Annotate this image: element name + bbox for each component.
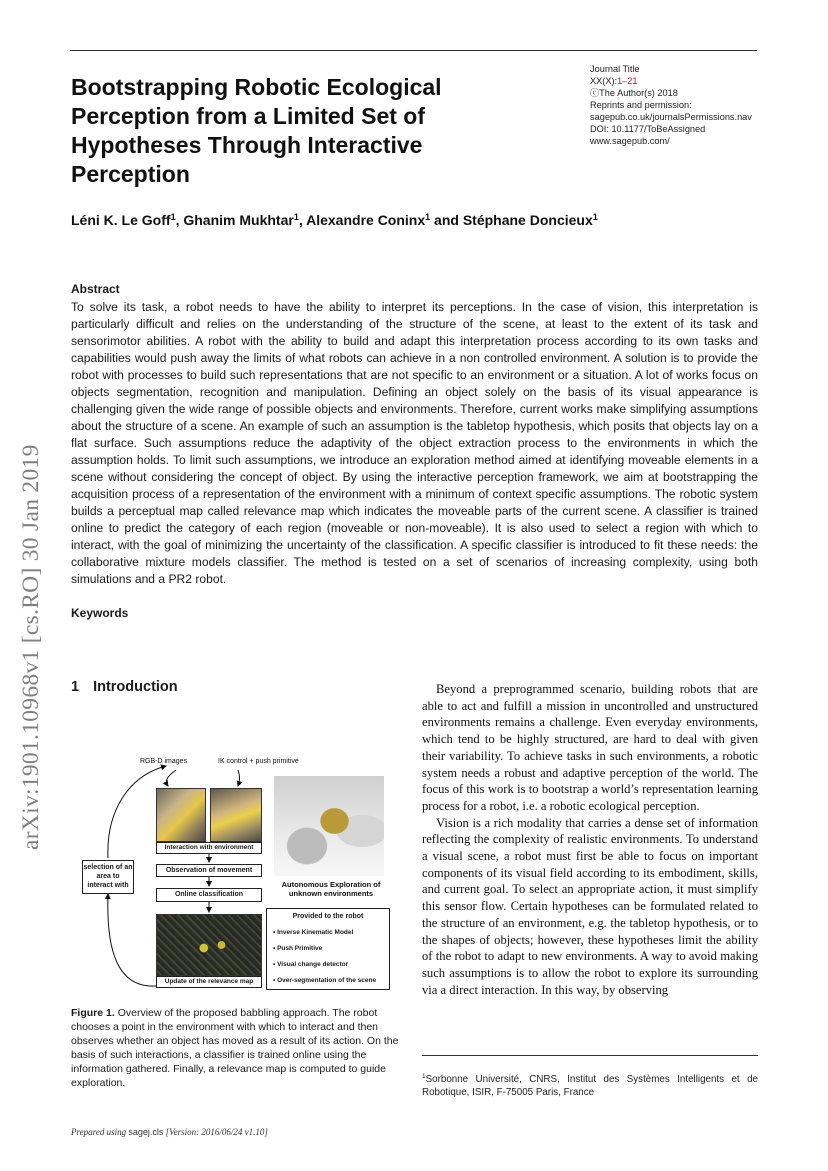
figure-caption (71, 1006, 399, 1090)
intro-paragraph: Vision is a rich modality that carries a dense set of information reflecting the complexity of realistic environments. To understand a visual scene, a robot must first be able to focus on important components of its visual field according to its embodiment, skills, and current goal. To select an appropriate action, it must simplify this sensor flow. Certain hypotheses can be formulated related to the structure of an environment, e.g. the tabletop hypothesis, or to the shapes of objects; however, these hypotheses limit the ability of the robot to adapt to new environments. A way to avoid making such assumptions is to allow the robot to explore its surrounding via a direct interaction. In this way, by observing (422, 815, 758, 997)
box-interaction-environment: Interaction with environment (156, 842, 262, 854)
box-observation-movement: Observation of movement (156, 864, 262, 877)
journal-reprints: Reprints and permission: (590, 100, 692, 110)
label-rgbd-images: RGB-D images (140, 758, 188, 765)
figure-overview (78, 752, 398, 994)
author-list: Léni K. Le Goff$^1$, Ghanim Mukhtar$^1$, Alexandre Coninx$^1$ and Stéphane Doncieux$^1$ (71, 212, 598, 228)
intro-paragraph: Beyond a preprogrammed scenario, building robots that are able to act and fulfill a mission in uncontrolled and unstructured environments remains a challenge. Even everyday environments, which tend to be highly structured, are hard to deal with given their variability. To achieve tasks in such environments, a robotic system needs a robust and adaptive perception of the world. The focus of this work is to bootstrap a world’s representation learning process for a robot, i.e. a robotic ecological perception. (422, 682, 758, 813)
author-name: Alexandre Coninx (306, 212, 426, 228)
provided-item: • Push Primitive (273, 945, 323, 952)
abstract-text: To solve its task, a robot needs to have the ability to interpret its perceptions. In the case of vision, this interpretation is particularly difficult and relies on the understanding of the structure of the scene, at least to the extent of its task and sensorimotor abilities. A robot with the ability to build and adapt this interpretation process according to its own tasks and capabilities would push away the limits of what robots can achieve in a non controlled environment. A solution is to provide the robot with processes to build such representations that are not specific to an environment or a situation. A lot of works focus on objects segmentation, recognition and manipulation. Defining an object solely on the basis of its visual appearance is challenging given the wide range of possible objects and environments. Therefore, current works make simplifying assumptions about the structure of a scene. An example of such an assumption is the tabletop hypothesis, which posits that objects lay on a flat surface. Such assumptions reduce the adaptivity of the object extraction process to the environments in which the assumption holds. To limit such assumptions, we introduce an exploration method aimed at identifying moveable elements in a scene without considering the concept of object. By using the interactive perception framework, we aim at bootstrapping the acquisition process of a representation of the environment with a minimum of context specific assumptions. The robotic system builds a perceptual map called relevance map which indicates the moveable parts of the current scene. A classifier is trained online to predict the category of each region (moveable or non-moveable). It is also used to select a region with which to interact, with the goal of minimizing the uncertainty of the classification. A specific classifier is introduced to fit these needs: the collaborative mixture models classifier. The method is tested on a set of scenarios of increasing complexity, using both simulations and a PR2 robot. (71, 300, 758, 586)
photo-relevance-map (156, 914, 262, 976)
intro-body (422, 681, 758, 998)
paper-title: Bootstrapping Robotic Ecological Perception from a Limited Set of Hypotheses Through Interactive Perception (71, 74, 442, 187)
header-rule (70, 50, 757, 51)
caption-label: Figure 1. (71, 1007, 115, 1019)
provided-title: Provided to the robot (292, 913, 364, 920)
section-heading: 1 Introduction (71, 679, 178, 695)
journal-name: Journal Title (590, 64, 640, 74)
page-footer: Prepared using sagej.cls [Version: 2016/06/24 v1.10] (71, 1127, 268, 1137)
abstract-heading: Abstract (71, 282, 120, 296)
box-online-classification: Online classification (156, 888, 262, 902)
journal-doi: DOI: 10.1177/ToBeAssigned (590, 124, 706, 134)
label-autonomous-exploration: Autonomous Exploration of unknown environments (281, 880, 381, 898)
author-name: Stéphane Doncieux (462, 212, 593, 228)
author-name: Léni K. Le Goff (71, 212, 171, 228)
footnote-rule (422, 1055, 758, 1056)
photo-interaction-left (156, 788, 206, 842)
journal-site: www.sagepub.com/ (590, 136, 670, 146)
box-selection-area: selection of an area to interact with (82, 860, 134, 894)
box-update-relevance-map: Update of the relevance map (156, 976, 262, 988)
caption-text: Overview of the proposed babbling approach. The robot chooses a point in the environment with which to interact and then observes whether an object has moved as a result of its action. On the basis of such interactions, a classifier is trained online using the information gathered. Finally, a relevance map is computed to guide exploration. (71, 1007, 399, 1089)
journal-pages-link[interactable]: 1–21 (617, 76, 638, 86)
label-ik-control: IK control + push primitive (218, 758, 299, 765)
provided-item: • Inverse Kinematic Model (273, 929, 354, 936)
photo-interaction-right (210, 788, 262, 842)
provided-item: • Visual change detector (273, 961, 349, 968)
provided-item: • Over-segmentation of the scene (273, 977, 377, 984)
journal-info (590, 63, 770, 147)
keywords-heading: Keywords (71, 606, 129, 620)
arxiv-stamp: arXiv:1901.10968v1 [cs.RO] 30 Jan 2019 (18, 444, 44, 850)
photo-pr2-robot (274, 776, 384, 876)
affiliation-footnote: $^1$Sorbonne Université, CNRS, Institut des Systèmes Intelligents et de Robotique, ISIR, F-75005 Paris, France (422, 1073, 758, 1098)
journal-permissions-url: sagepub.co.uk/journalsPermissions.nav (590, 112, 752, 122)
journal-copyright: ⓒThe Author(s) 2018 (590, 88, 678, 98)
journal-volume: XX(X):1–21 (590, 76, 638, 86)
box-provided-to-robot (266, 908, 390, 990)
author-name: Ghanim Mukhtar (183, 212, 294, 228)
